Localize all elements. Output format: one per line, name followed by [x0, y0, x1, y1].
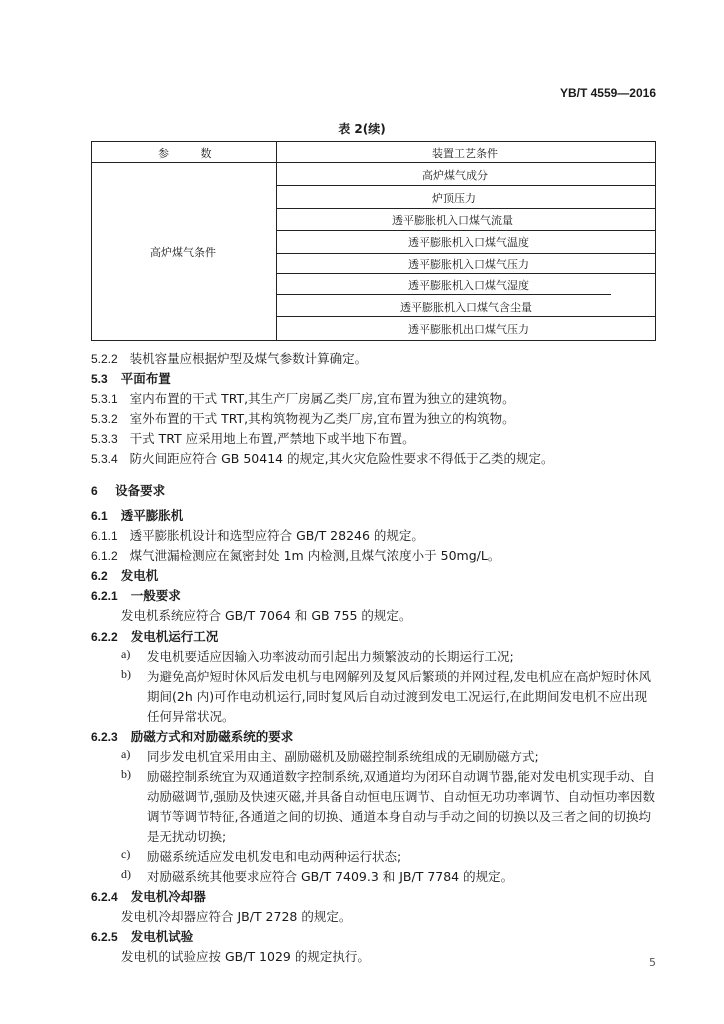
section-number: 6.2.4: [91, 890, 118, 904]
section-heading-6-2-3: [91, 727, 293, 745]
clause-number: 6.1.2: [91, 549, 118, 563]
list-item-text: 任何异常状况。: [147, 709, 235, 724]
clause-number: 5.3.2: [91, 412, 118, 426]
section-number: 5.3: [91, 372, 108, 386]
table-row-rule: [276, 185, 655, 186]
clause-text: 煤气泄漏检测应在氮密封处 1m 内检测,且煤气浓度小于 50mg/L。: [129, 548, 501, 563]
clause-5-2-2: [91, 349, 367, 367]
clause-number: 5.3.3: [91, 432, 118, 446]
table-caption: 表 2(续): [338, 122, 386, 136]
list-item-text: 励磁系统适应发电机发电和电动两种运行状态;: [147, 849, 402, 864]
section-heading-6: [91, 481, 165, 499]
section-title: 励磁方式和对励磁系统的要求: [130, 729, 294, 744]
list-item-marker: a): [121, 747, 131, 761]
paragraph-6-2-4: 发电机冷却器应符合 JB/T 2728 的规定。: [121, 909, 352, 924]
table-cell: 炉顶压力: [432, 192, 476, 205]
clause-text: 室内布置的干式 TRT,其生产厂房属乙类厂房,宜布置为独立的建筑物。: [129, 391, 515, 406]
document-code: YB/T 4559—2016: [559, 86, 656, 100]
section-title: 发电机冷却器: [130, 889, 206, 904]
list-item-marker: a): [121, 647, 131, 661]
table-cell: 透平膨胀机入口煤气含尘量: [400, 301, 532, 314]
list-item-text: 动励磁调节,强励及快速灭磁,并具备自动恒电压调节、自动恒无功功率调节、自动恒功率因数: [147, 789, 655, 804]
clause-text: 室外布置的干式 TRT,其构筑物视为乙类厂房,宜布置为独立的构筑物。: [129, 411, 515, 426]
section-title: 透平膨胀机: [120, 508, 184, 523]
list-item-text: 励磁控制系统宜为双通道数字控制系统,双通道均为闭环自动调节器,能对发电机实现手动、自: [147, 769, 655, 784]
table-row-rule: [276, 273, 655, 274]
table-row-group-label: 高炉煤气条件: [150, 246, 216, 259]
list-item-text: 对励磁系统其他要求应符合 GB/T 7409.3 和 JB/T 7784 的规定。: [147, 869, 514, 884]
table-row-rule: [276, 208, 655, 209]
table-column-divider: [276, 142, 277, 340]
table-header-rule: [92, 162, 655, 163]
section-heading-6-2-5: [91, 927, 193, 945]
section-heading-5-3: [91, 369, 171, 387]
page-number: 5: [649, 956, 656, 969]
section-number: 6.2.2: [91, 630, 118, 644]
clause-6-1-1: [91, 526, 424, 544]
table-row-rule: [276, 316, 655, 317]
section-heading-6-1: [91, 506, 183, 524]
list-item-text: 同步发电机宜采用由主、副励磁机及励磁控制系统组成的无刷励磁方式;: [147, 749, 539, 764]
table-cell: 透平膨胀机入口煤气温度: [408, 236, 529, 249]
table-cell: 透平膨胀机入口煤气压力: [408, 258, 529, 271]
table-header-parameter: 参 数: [158, 147, 226, 160]
clause-5-3-2: [91, 409, 515, 427]
table-cell: 透平膨胀机入口煤气湿度: [408, 279, 529, 292]
list-item-text: 期间(2h 内)可作电动机运行,同时复风后自动过渡到发电工况运行,在此期间发电机不应出现: [147, 689, 648, 704]
section-title: 发电机试验: [130, 929, 194, 944]
list-item-text: 为避免高炉短时休风后发电机与电网解列及复风后繁琐的并网过程,发电机应在高炉短时休风: [147, 669, 651, 684]
clause-5-3-4: [91, 449, 554, 467]
section-number: 6.2.1: [91, 589, 118, 603]
list-item-text: 发电机要适应因输入功率波动而引起出力频繁波动的长期运行工况;: [147, 649, 514, 664]
clause-number: 5.3.1: [91, 392, 118, 406]
section-title: 平面布置: [120, 371, 171, 386]
section-title: 发电机运行工况: [130, 629, 219, 644]
section-title: 发电机: [120, 568, 159, 583]
section-heading-6-2-2: [91, 627, 218, 645]
section-number: 6: [91, 484, 98, 498]
list-item-marker: c): [121, 847, 131, 861]
clause-5-3-3: [91, 429, 415, 447]
paragraph-6-2-1: 发电机系统应符合 GB/T 7064 和 GB 755 的规定。: [121, 608, 412, 623]
list-item-text: 是无扰动切换;: [147, 829, 227, 844]
parameter-table: [91, 141, 656, 341]
section-title: 一般要求: [130, 588, 181, 603]
section-heading-6-2-1: [91, 586, 181, 604]
list-item-marker: d): [121, 867, 131, 881]
table-header-conditions: 装置工艺条件: [432, 147, 498, 160]
clause-number: 5.2.2: [91, 352, 118, 366]
section-number: 6.1: [91, 509, 108, 523]
table-row-rule: [276, 230, 655, 231]
clause-text: 防火间距应符合 GB 50414 的规定,其火灾危险性要求不得低于乙类的规定。: [129, 451, 554, 466]
clause-number: 6.1.1: [91, 529, 118, 543]
section-heading-6-2-4: [91, 887, 206, 905]
section-number: 6.2.5: [91, 930, 118, 944]
table-cell: 高炉煤气成分: [422, 169, 488, 182]
section-title: 设备要求: [115, 483, 166, 498]
table-cell: 透平膨胀机入口煤气流量: [392, 214, 513, 227]
clause-text: 装机容量应根据炉型及煤气参数计算确定。: [129, 351, 368, 366]
clause-5-3-1: [91, 389, 515, 407]
paragraph-6-2-5: 发电机的试验应按 GB/T 1029 的规定执行。: [121, 949, 370, 964]
clause-text: 透平膨胀机设计和选型应符合 GB/T 28246 的规定。: [129, 528, 424, 543]
table-row-rule: [276, 253, 655, 254]
section-number: 6.2: [91, 569, 108, 583]
table-cell: 透平膨胀机出口煤气压力: [408, 323, 529, 336]
table-row-rule: [276, 294, 611, 295]
clause-number: 5.3.4: [91, 452, 118, 466]
list-item-marker: b): [121, 667, 131, 681]
list-item-marker: b): [121, 767, 131, 781]
list-item-text: 调节等调节特征,各通道之间的切换、通道本身自动与手动之间的切换以及三者之间的切换均: [147, 809, 651, 824]
section-number: 6.2.3: [91, 730, 118, 744]
clause-6-1-2: [91, 546, 500, 564]
clause-text: 干式 TRT 应采用地上布置,严禁地下或半地下布置。: [129, 431, 415, 446]
section-heading-6-2: [91, 566, 158, 584]
